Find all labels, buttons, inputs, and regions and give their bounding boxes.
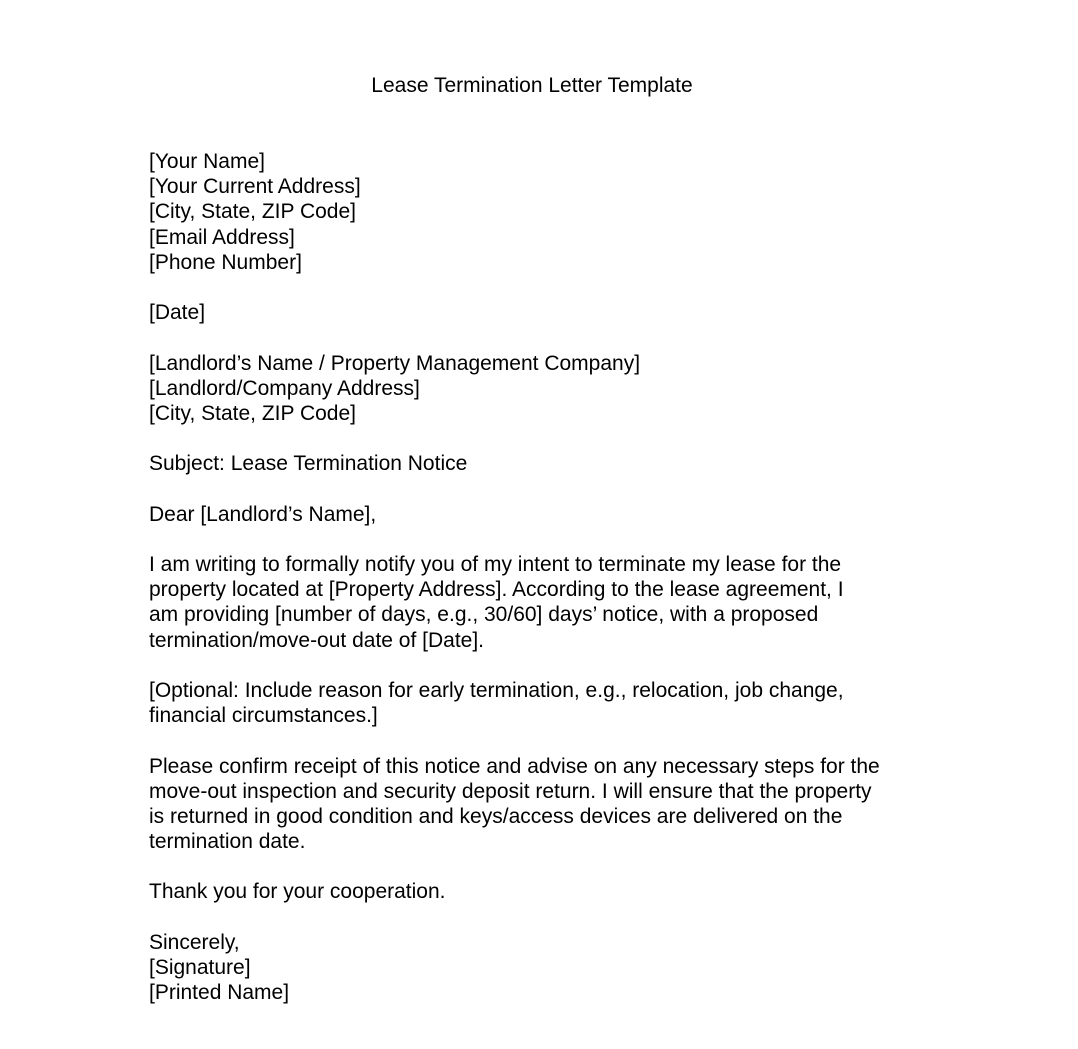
letter-date: [Date] — [149, 301, 206, 325]
paragraph-line: am providing [number of days, e.g., 30/60] days’ notice, with a proposed — [149, 603, 819, 627]
subject-line: Subject: Lease Termination Notice — [149, 452, 468, 476]
letter-body — [149, 149, 939, 1005]
paragraph-notice — [149, 552, 939, 653]
document-title: Lease Termination Letter Template — [371, 74, 693, 97]
recipient-block — [149, 351, 939, 427]
paragraph-line: property located at [Property Address]. According to the lease agreement, I — [149, 578, 844, 602]
sender-address: [Your Current Address] — [149, 175, 361, 199]
sender-city-state-zip: [City, State, ZIP Code] — [149, 200, 356, 224]
paragraph-line: I am writing to formally notify you of my intent to terminate my lease for the — [149, 553, 842, 576]
paragraph-line: move-out inspection and security deposit return. I will ensure that the property — [149, 779, 872, 803]
spacer — [149, 653, 939, 678]
spacer — [149, 854, 939, 879]
paragraph-line: Please confirm receipt of this notice and advise on any necessary steps for the — [149, 754, 880, 778]
paragraph-line: termination date. — [149, 830, 306, 854]
thanks-line: Thank you for your cooperation. — [149, 880, 446, 904]
recipient-name: [Landlord’s Name / Property Management Company] — [149, 351, 641, 375]
paragraph-line: termination/move-out date of [Date]. — [149, 628, 485, 652]
valediction: Sincerely, — [149, 930, 240, 954]
spacer — [149, 476, 939, 501]
spacer — [149, 325, 939, 350]
paragraph-optional-reason — [149, 678, 939, 728]
closing-block — [149, 930, 939, 1006]
signature-placeholder: [Signature] — [149, 956, 251, 979]
recipient-address: [Landlord/Company Address] — [149, 376, 420, 400]
paragraph-line: is returned in good condition and keys/access devices are delivered on the — [149, 804, 843, 828]
paragraph-line: [Optional: Include reason for early termination, e.g., relocation, job change, — [149, 678, 844, 702]
sender-email: [Email Address] — [149, 225, 295, 249]
spacer — [149, 426, 939, 451]
sender-phone: [Phone Number] — [149, 250, 302, 274]
recipient-city-state-zip: [City, State, ZIP Code] — [149, 401, 356, 425]
sender-block — [149, 149, 939, 275]
paragraph-confirmation — [149, 754, 939, 855]
spacer — [149, 527, 939, 552]
paragraph-line: financial circumstances.] — [149, 704, 378, 728]
printed-name-placeholder: [Printed Name] — [149, 981, 290, 1005]
spacer — [149, 728, 939, 753]
sender-name: [Your Name] — [149, 150, 265, 173]
spacer — [149, 275, 939, 300]
spacer — [149, 905, 939, 930]
salutation: Dear [Landlord’s Name], — [149, 502, 377, 526]
